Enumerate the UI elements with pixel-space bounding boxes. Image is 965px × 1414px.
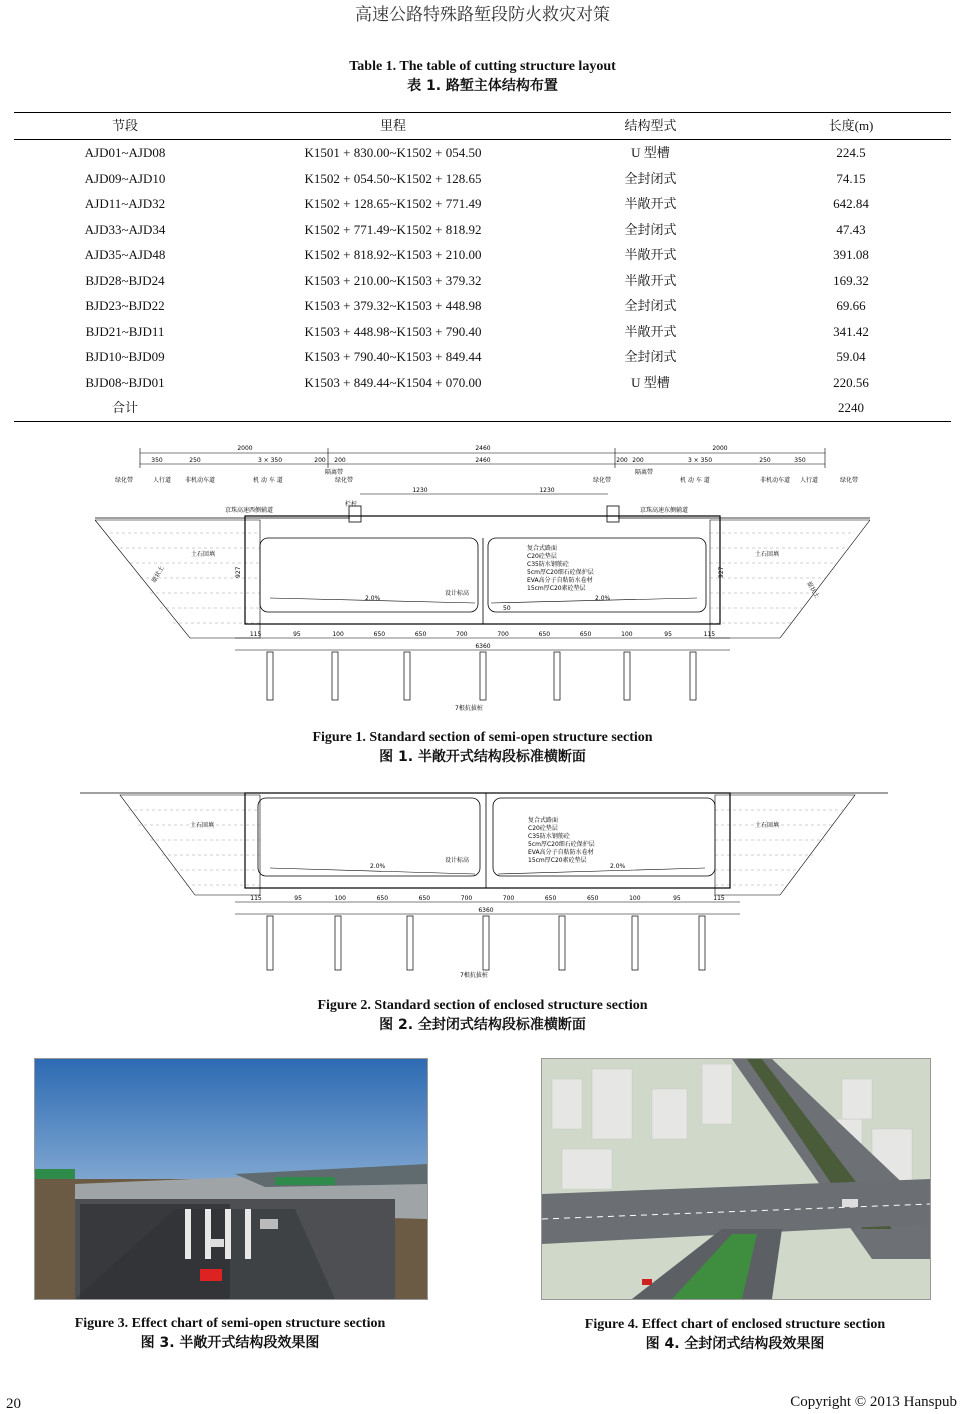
figure2-caption-en: Figure 2. Standard section of enclosed structure section [317, 998, 648, 1013]
table-cell: 69.66 [836, 298, 866, 313]
bedding-label: 原状土 [150, 564, 166, 584]
pile [335, 916, 341, 970]
copyright: Copyright © 2013 Hanspub [790, 1394, 957, 1410]
fill-label: 土石回填 [755, 822, 780, 829]
col-header: 里程 [236, 113, 550, 140]
table-cell: 2240 [751, 395, 951, 421]
dim-sub: 250 [189, 457, 201, 464]
table-cell: K1502 + 128.65~K1502 + 771.49 [304, 196, 482, 211]
col-header: 结构型式 [550, 113, 751, 140]
table1 [14, 112, 951, 422]
layer-label: EVA高分子自粘防水卷材 [527, 577, 593, 584]
table-cell: K1503 + 448.98~K1503 + 790.40 [304, 323, 482, 339]
layer-label: 5cm厚C20细石砼保护层 [528, 841, 595, 848]
figure2-caption-zh: 图 2. 全封闭式结构段标准横断面 [379, 1017, 586, 1033]
table1-caption-zh: 表 1. 路堑主体结构布置 [407, 78, 558, 94]
pile-label: 7根抗拔桩 [460, 972, 488, 979]
figure2-section-drawing [80, 790, 888, 990]
table-cell: AJD35~AJD48 [84, 247, 166, 262]
table-cell: 全封闭式 [624, 170, 677, 186]
dim-bottom: 700 [460, 895, 473, 902]
height-label: 50 [503, 605, 511, 612]
lane-label: 绿化带 [593, 477, 612, 484]
table-cell: BJD23~BJD22 [85, 298, 165, 313]
figure4-caption [541, 1317, 929, 1353]
table-cell: 合计 [14, 395, 236, 421]
slope-label: 2.0% [610, 863, 626, 870]
pile [559, 916, 565, 970]
page-number: 20 [6, 1396, 21, 1412]
dim-bottom: 650 [538, 631, 551, 638]
pile [632, 916, 638, 970]
dim-bottom: 700 [456, 631, 468, 638]
figure1-caption-zh: 图 1. 半敞开式结构段标准横断面 [379, 749, 586, 765]
wall-dim: 927 [235, 566, 242, 578]
dim-bottom: 700 [502, 895, 515, 902]
dim-bottom: 100 [334, 895, 346, 902]
center-label: 设计标高 [445, 857, 470, 864]
table-row [14, 191, 951, 217]
table-cell: 220.56 [833, 374, 869, 390]
figure3-caption-en: Figure 3. Effect chart of semi-open structure section [74, 1316, 386, 1331]
total-width: 6360 [478, 907, 494, 914]
table-cell: AJD01~AJD08 [84, 145, 166, 160]
lane-label: 人行道 [153, 477, 172, 484]
table-cell: AJD11~AJD32 [84, 196, 166, 211]
table-cell: 半敞开式 [624, 272, 677, 288]
table-cell: 半敞开式 [624, 323, 677, 339]
dim-mid-top: 2460 [475, 457, 491, 464]
fill-label: 土石回填 [755, 551, 780, 558]
slope-label: 2.0% [595, 595, 611, 602]
pile [267, 652, 273, 700]
layer-label: 15cm厚C20素砼垫层 [528, 857, 587, 864]
table-cell: 341.42 [833, 323, 869, 339]
dim-bottom: 115 [249, 631, 262, 638]
table-cell: 全封闭式 [624, 298, 677, 313]
lane-label: 人行道 [800, 477, 819, 484]
table-cell: K1502 + 818.92~K1503 + 210.00 [304, 247, 482, 262]
pile [407, 916, 413, 970]
table-cell: U 型槽 [631, 374, 670, 390]
dim-bottom: 100 [332, 631, 344, 638]
col-header: 长度(m) [751, 113, 951, 140]
table-row [14, 319, 951, 345]
pile [483, 916, 489, 970]
dim-bottom: 95 [294, 895, 302, 902]
pile [699, 916, 705, 970]
table-cell: BJD08~BJD01 [85, 374, 165, 390]
lane-label: 非机动车道 [760, 477, 791, 484]
dim-bottom: 115 [713, 895, 725, 902]
figure3-caption [34, 1316, 426, 1352]
dim-bottom: 650 [579, 631, 592, 638]
layer-label: EVA高分子自粘防水卷材 [528, 849, 594, 856]
pile [624, 652, 630, 700]
pile [267, 916, 273, 970]
table-cell: BJD21~BJD11 [85, 323, 165, 339]
lane-label: 绿化带 [840, 477, 859, 484]
rail-label: 栏杆 [345, 501, 358, 508]
wall-dim: 927 [718, 566, 725, 578]
pile [332, 652, 338, 700]
table-cell: AJD09~AJD10 [84, 170, 166, 186]
lane-label: 机 动 车 道 [253, 477, 283, 484]
dim-sub: 350 [794, 457, 806, 464]
pile [404, 652, 410, 700]
lane-label: 绿化带 [335, 477, 354, 484]
road-label-left: 京珠高速西侧辅道 [225, 507, 274, 514]
fill-label: 土石回填 [191, 551, 216, 558]
table-cell: 391.08 [833, 247, 869, 262]
dim-sub: 200 [616, 457, 628, 464]
lane-label: 非机动车道 [185, 477, 216, 484]
dim-sub: 3 × 350 [687, 457, 713, 464]
dim-bottom: 95 [293, 631, 301, 638]
figure4-caption-en: Figure 4. Effect chart of enclosed structure section [584, 1317, 886, 1332]
lane-label: 隔离带 [635, 469, 654, 476]
figure3-render [34, 1058, 428, 1300]
table-cell: 全封闭式 [624, 221, 677, 237]
table-cell: 全封闭式 [624, 349, 677, 364]
table-row [14, 344, 951, 370]
figure3-caption-zh: 图 3. 半敞开式结构段效果图 [140, 1335, 320, 1351]
layer-label: 复合式路面 [527, 545, 558, 552]
figure1-section-drawing [95, 438, 870, 718]
road-label-right: 京珠高速东侧辅道 [640, 507, 689, 514]
total-width: 6360 [475, 643, 491, 650]
dim-top: 2000 [237, 445, 253, 452]
dim-bottom: 650 [376, 895, 389, 902]
layer-label: 复合式路面 [528, 817, 559, 824]
running-header: 高速公路特殊路堑段防火救灾对策 [355, 5, 610, 24]
dim-bottom: 650 [586, 895, 599, 902]
dim-bottom: 115 [250, 895, 262, 902]
layer-label: 15cm厚C20素砼垫层 [527, 585, 586, 592]
table-cell: 半敞开式 [624, 196, 677, 211]
pile [480, 652, 486, 700]
figure1-caption-en: Figure 1. Standard section of semi-open structure section [312, 730, 653, 745]
figure4-caption-zh: 图 4. 全封闭式结构段效果图 [645, 1336, 825, 1352]
table-cell: 74.15 [836, 170, 866, 186]
table-cell: K1503 + 210.00~K1503 + 379.32 [304, 272, 482, 288]
table-row [14, 293, 951, 319]
dim-bottom: 650 [418, 895, 431, 902]
table-cell: K1502 + 054.50~K1502 + 128.65 [304, 170, 482, 186]
dim-mid: 1230 [539, 487, 555, 494]
dim-top: 2000 [712, 445, 728, 452]
pile-label: 7根抗拔桩 [455, 705, 483, 712]
table-cell: 169.32 [833, 272, 869, 288]
table-cell: K1501 + 830.00~K1502 + 054.50 [304, 145, 482, 160]
pile [554, 652, 560, 700]
table-row [14, 268, 951, 294]
dim-top: 2460 [475, 445, 491, 452]
dim-bottom: 95 [673, 895, 681, 902]
slope-label: 2.0% [365, 595, 381, 602]
layer-label: C20砼垫层 [528, 825, 558, 832]
dim-bottom: 650 [414, 631, 427, 638]
layer-label: C20砼垫层 [527, 553, 557, 560]
lane-label: 机 动 车 道 [680, 477, 710, 484]
table-cell: 半敞开式 [624, 247, 677, 262]
col-header: 节段 [14, 113, 236, 140]
table-row [14, 140, 951, 166]
table-row [14, 395, 951, 421]
table-cell: BJD28~BJD24 [85, 272, 165, 288]
dim-bottom: 650 [544, 895, 557, 902]
table-cell: 47.43 [836, 221, 866, 237]
dim-bottom: 115 [703, 631, 716, 638]
table-row [14, 166, 951, 192]
fill-label: 土石回填 [190, 822, 215, 829]
figure2-caption [0, 998, 965, 1034]
center-label: 设计标高 [445, 590, 470, 597]
table-cell [550, 395, 751, 421]
table-row [14, 370, 951, 396]
layout-table [14, 112, 951, 422]
table-row [14, 242, 951, 268]
figure1-caption [0, 730, 965, 766]
dim-sub: 200 [314, 457, 326, 464]
layer-label: C35防水钢筋砼 [528, 833, 570, 840]
dim-bottom: 650 [373, 631, 386, 638]
table-cell: AJD33~AJD34 [84, 221, 166, 237]
lane-label: 绿化带 [115, 477, 134, 484]
dim-sub: 200 [632, 457, 644, 464]
table-cell [236, 395, 550, 421]
table-cell: K1503 + 379.32~K1503 + 448.98 [304, 298, 482, 313]
table-cell: 59.04 [836, 349, 866, 364]
dim-bottom: 100 [621, 631, 633, 638]
dim-sub: 350 [151, 457, 163, 464]
table-cell: 224.5 [836, 145, 866, 160]
dim-sub: 250 [759, 457, 771, 464]
table-cell: K1502 + 771.49~K1502 + 818.92 [304, 221, 482, 237]
table-cell: U 型槽 [631, 145, 670, 160]
figure4-render [541, 1058, 931, 1300]
table-header-row [14, 113, 951, 140]
table-cell: K1503 + 790.40~K1503 + 849.44 [304, 349, 482, 364]
dim-sub: 200 [334, 457, 346, 464]
table-cell: 642.84 [833, 196, 869, 211]
table-row [14, 217, 951, 243]
dim-bottom: 700 [497, 631, 509, 638]
bedding-label: 原状土 [805, 580, 821, 600]
table1-caption [0, 59, 965, 95]
dim-mid: 1230 [412, 487, 428, 494]
dim-bottom: 95 [664, 631, 672, 638]
slope-label: 2.0% [370, 863, 386, 870]
pavement-layers [527, 544, 594, 592]
pavement-layers [528, 816, 595, 864]
table1-caption-en: Table 1. The table of cutting structure layout [349, 59, 616, 74]
table-cell: BJD10~BJD09 [85, 349, 165, 364]
layer-label: C35防水钢筋砼 [527, 561, 569, 568]
layer-label: 5cm厚C20细石砼保护层 [527, 569, 594, 576]
table-cell: K1503 + 849.44~K1504 + 070.00 [304, 374, 482, 390]
lane-label: 隔离带 [325, 469, 344, 476]
dim-bottom: 100 [629, 895, 641, 902]
dim-sub: 3 × 350 [257, 457, 283, 464]
pile [690, 652, 696, 700]
